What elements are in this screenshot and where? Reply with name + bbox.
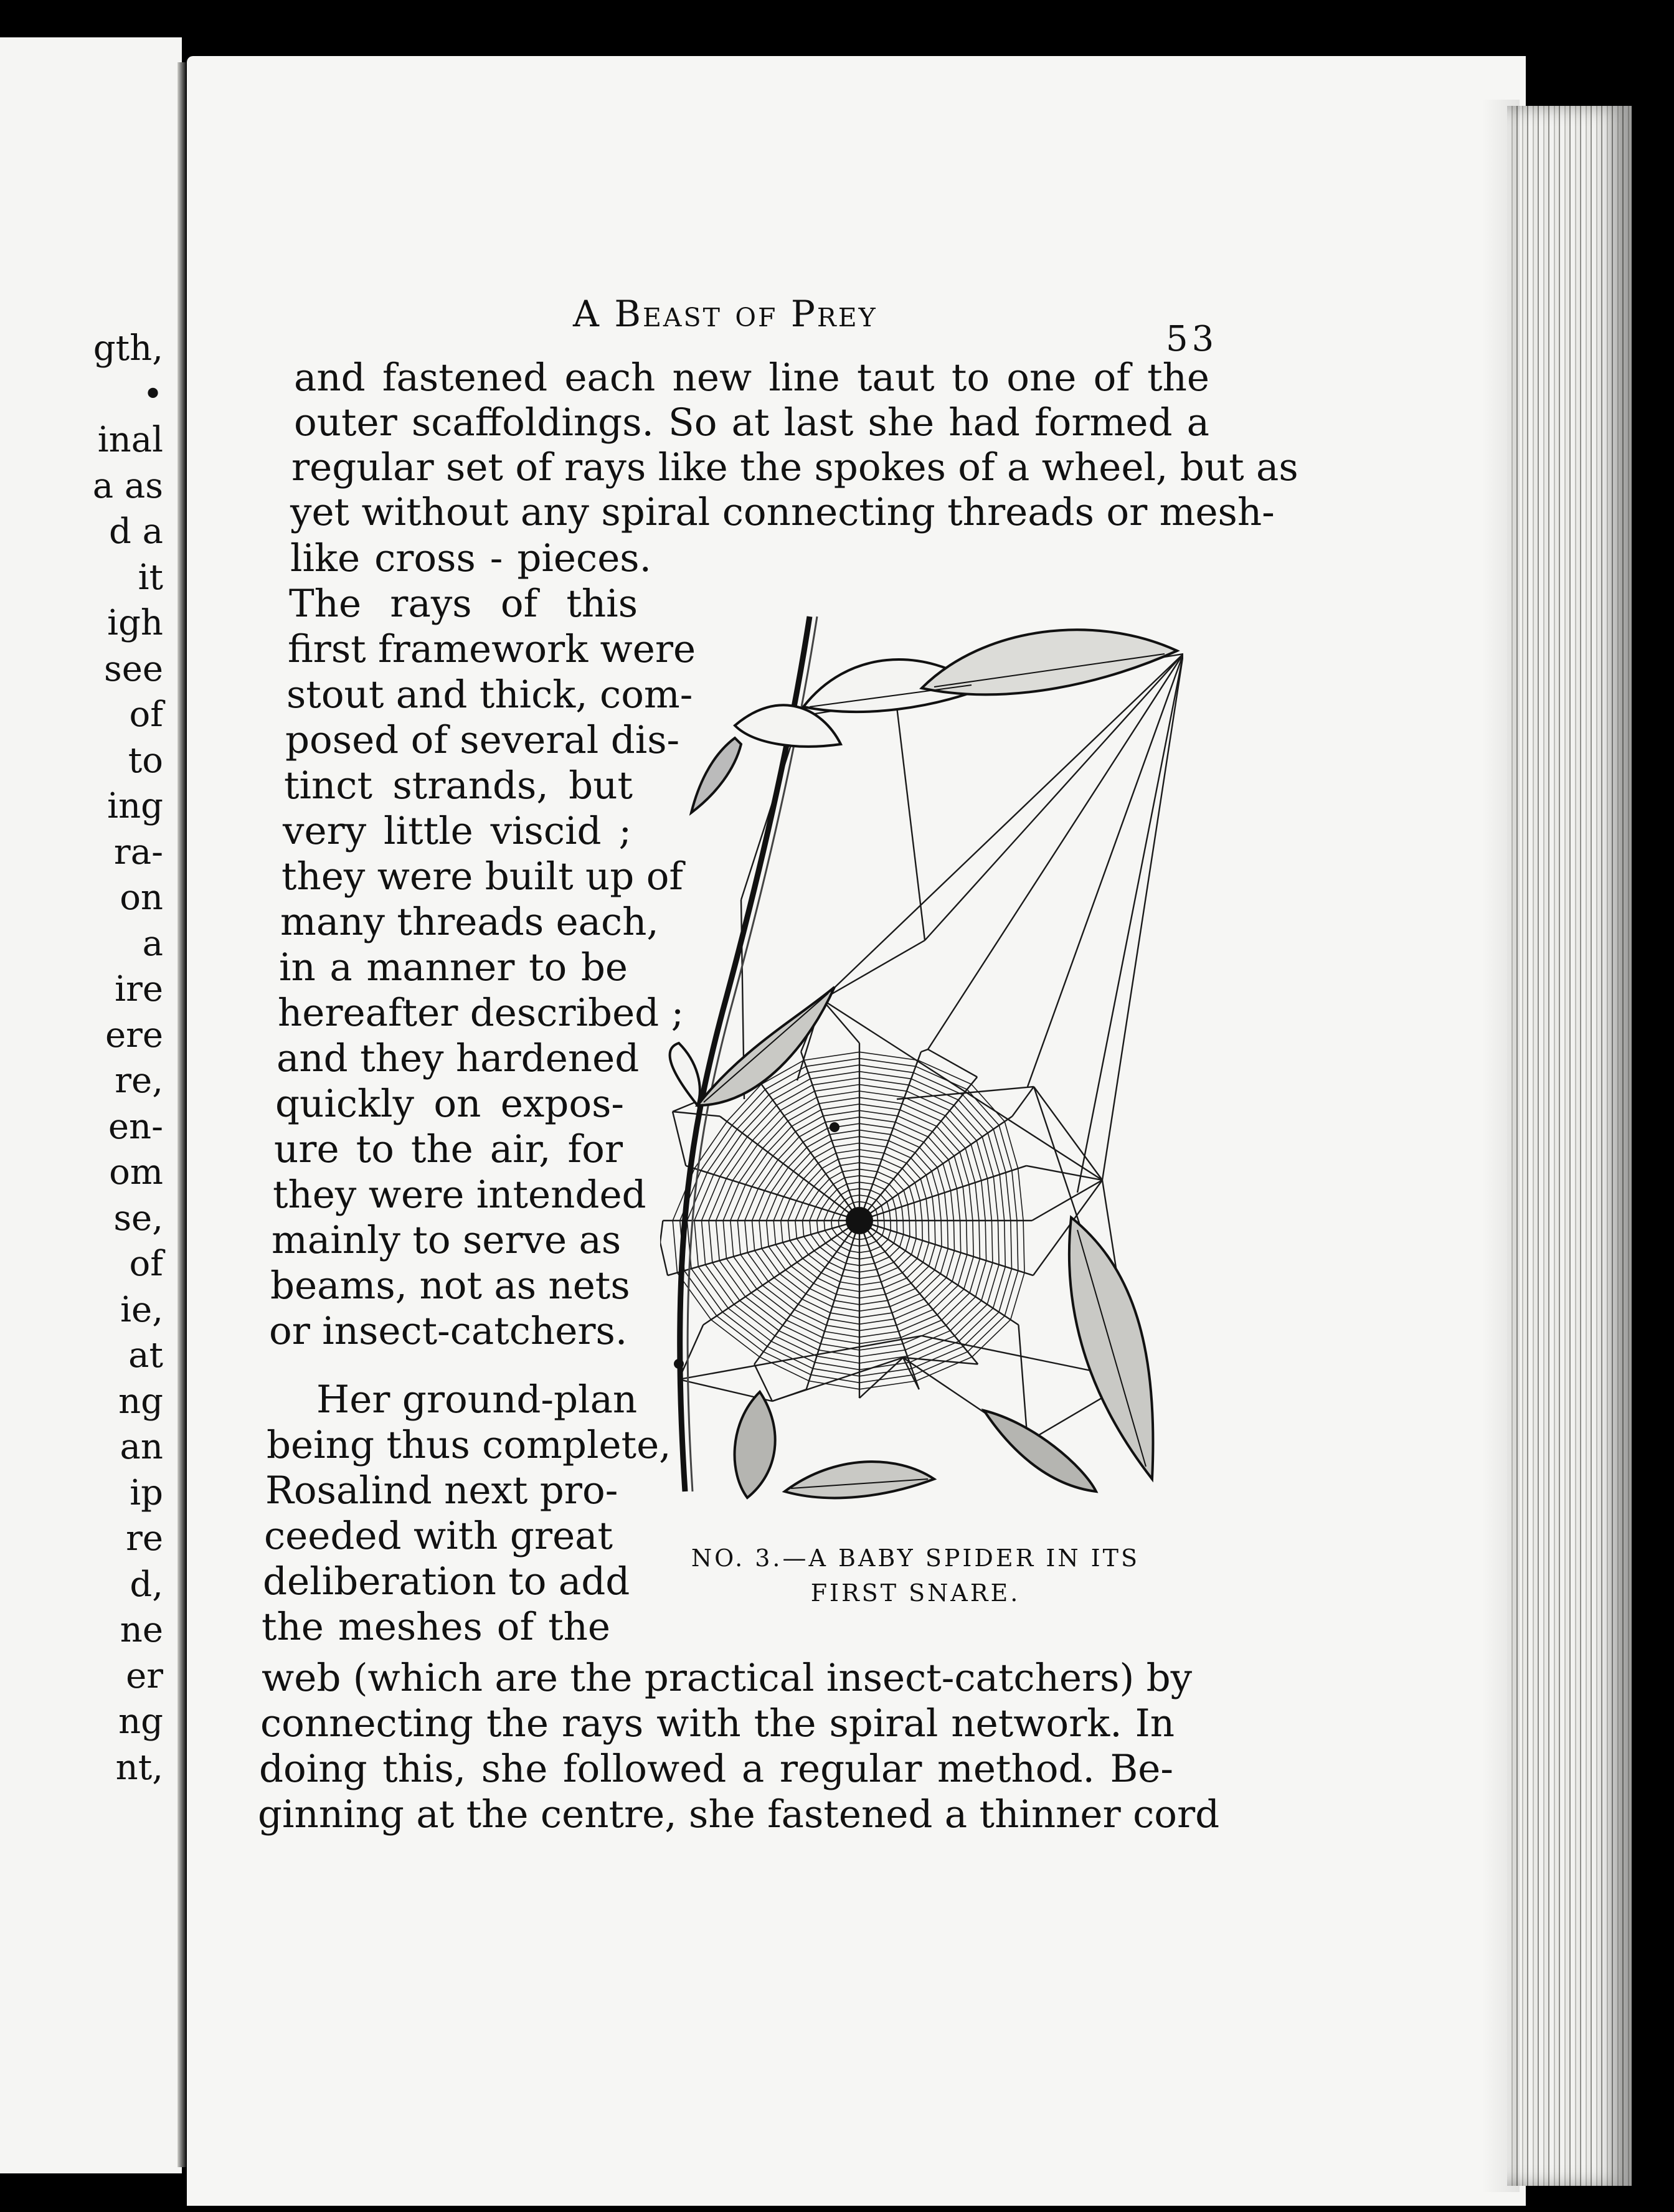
left-page-fragment: ip (130, 1472, 163, 1513)
left-page-fragment: at (128, 1335, 163, 1376)
page-fold-shadow (1482, 100, 1520, 2192)
left-page-fragment: ere (105, 1014, 163, 1056)
page-edges (1507, 106, 1632, 2186)
left-page-fragment: er (126, 1655, 163, 1696)
plant-stem-and-leaves (670, 617, 1177, 1498)
text-line: web (which are the practical insect-catchers) by (262, 1656, 1193, 1700)
text-line: quickly on expos- (275, 1082, 624, 1126)
text-line: being thus complete, (267, 1423, 671, 1467)
spider-web-illustration (660, 613, 1183, 1510)
left-page-fragment: inal (97, 420, 163, 460)
text-line: The rays of this (289, 582, 638, 626)
text-line: ceeded with great (264, 1514, 613, 1558)
page-number: 53 (1166, 319, 1218, 359)
left-page-fragment: nt, (115, 1747, 163, 1788)
text-line: like cross - pieces. (290, 536, 651, 580)
text-line: and fastened each new line taut to one of the (294, 356, 1209, 400)
text-line: Rosalind next pro- (265, 1468, 618, 1513)
left-page-fragment: gth, (93, 328, 163, 369)
left-page-fragment: of (129, 1244, 163, 1284)
left-page-fragment: an (120, 1427, 163, 1467)
text-line: yet without any spiral connecting threads or mesh- (290, 490, 1275, 534)
left-page-fragment: on (120, 877, 163, 918)
left-page-fragment: igh (107, 603, 163, 643)
text-line: deliberation to add (263, 1559, 630, 1604)
left-page-fragment: om (109, 1152, 163, 1193)
text-line: the meshes of the (262, 1605, 610, 1649)
left-page-fragment: ire (115, 969, 163, 1009)
running-title: A Beast of Prey (573, 293, 877, 335)
left-page-fragment: d a (108, 511, 163, 552)
text-line: they were intended (273, 1173, 646, 1217)
left-page-fragment: ne (120, 1610, 163, 1650)
left-page-fragment: ing (107, 786, 163, 826)
text-line: doing this, she followed a regular method. Be- (259, 1747, 1173, 1791)
left-page-fragment: a (142, 923, 163, 964)
text-line: first framework were (288, 627, 696, 671)
left-page-fragment: of (129, 694, 163, 735)
text-line: outer scaffoldings. So at last she had formed a (294, 400, 1209, 445)
left-page-fragment: ng (118, 1381, 163, 1422)
figure-caption-continued: FIRST SNARE. (810, 1579, 1021, 1607)
left-page-fragment: se, (113, 1198, 163, 1239)
text-line: ure to the air, for (274, 1127, 623, 1171)
left-page-fragment: a as (92, 465, 163, 506)
text-line: many threads each, (280, 900, 659, 944)
left-page-fragment: ng (118, 1701, 163, 1742)
text-line: in a manner to be (279, 945, 628, 990)
left-page-fragment: ra- (113, 831, 163, 872)
left-page-fragment: • (142, 374, 163, 415)
text-line: connecting the rays with the spiral network. In (260, 1701, 1175, 1746)
text-line: mainly to serve as (272, 1218, 622, 1262)
left-page-fragment: ie, (120, 1289, 163, 1330)
left-page-fragment: re, (115, 1061, 163, 1101)
text-line: posed of several dis- (285, 718, 680, 762)
left-page-fragment: it (138, 557, 163, 598)
figure-caption: NO. 3.—A BABY SPIDER IN ITS (691, 1544, 1140, 1572)
left-page-fragment: see (103, 648, 163, 689)
text-line: stout and thick, com- (286, 673, 693, 717)
left-page-fragment: re (126, 1518, 163, 1559)
left-page-fragment: d, (130, 1564, 163, 1605)
text-line: they were built up of (281, 854, 683, 899)
text-line: very little viscid ; (283, 809, 631, 853)
text-line: regular set of rays like the spokes of a wheel, but as (291, 445, 1298, 489)
text-line: beams, not as nets (270, 1264, 630, 1308)
text-line: or insect-catchers. (269, 1309, 628, 1353)
text-line: ginning at the centre, she fastened a thinner cord (258, 1792, 1220, 1836)
text-line: hereafter described ; (278, 991, 684, 1035)
left-page-fragment: en- (108, 1106, 163, 1147)
text-line: Her ground-plan (316, 1378, 638, 1422)
running-header (573, 293, 877, 335)
text-line: tinct strands, but (284, 763, 633, 808)
text-line: and they hardened (277, 1036, 640, 1080)
left-page-text-fragments (0, 0, 182, 2212)
left-page-fragment: to (128, 740, 163, 781)
